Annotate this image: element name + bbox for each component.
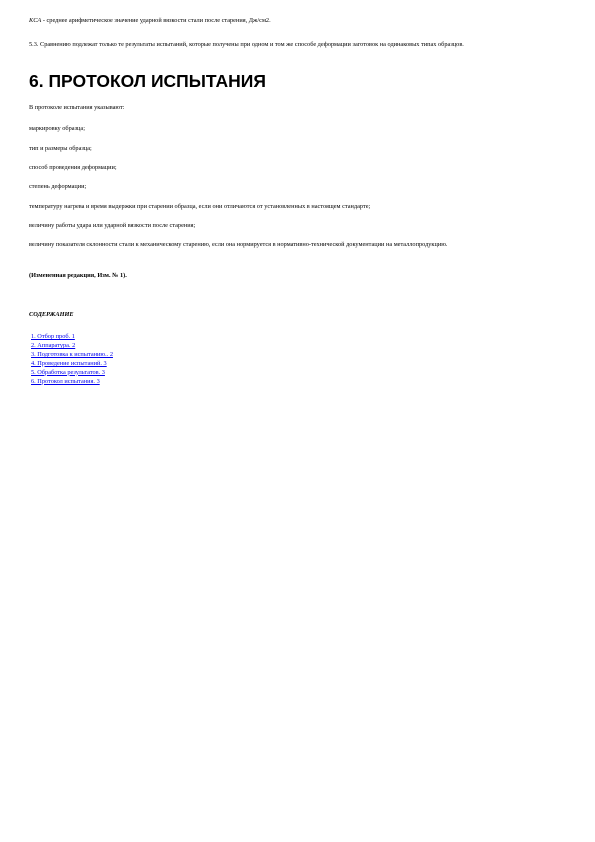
toc-link-5[interactable]: 5. Обработка результатов. 3 <box>31 368 105 376</box>
toc-link-1[interactable]: 1. Отбор проб. 1 <box>31 333 75 340</box>
protocol-item: степень деформации; <box>29 183 87 190</box>
amendment-note: (Измененная редакция, Изм. № 1). <box>29 272 127 279</box>
toc-item <box>31 342 113 351</box>
toc-item <box>31 333 113 342</box>
toc-item <box>31 360 113 369</box>
toc-item <box>31 378 113 387</box>
toc-link-4[interactable]: 4. Проведение испытаний. 3 <box>31 359 107 367</box>
protocol-item: величину работы удара или ударной вязкости после старения; <box>29 222 196 229</box>
section-heading: 6. ПРОТОКОЛ ИСПЫТАНИЯ <box>29 71 266 91</box>
intro-term: KCA <box>29 17 42 24</box>
toc-title: СОДЕРЖАНИЕ <box>29 311 74 318</box>
toc-link-6[interactable]: 6. Протокол испытания. 3 <box>31 377 100 385</box>
toc-list <box>31 333 113 386</box>
intro-paragraph <box>29 17 569 25</box>
toc-item <box>31 369 113 378</box>
protocol-item: температуру нагрева и время выдержки при старении образца, если они отличаются от установленных в настоящем стандарте; <box>29 203 371 210</box>
toc-link-3[interactable]: 3. Подготовка к испытанию.. 2 <box>31 350 113 358</box>
intro-text: - среднее арифметическое значение ударной вязкости стали после старения, Дж/см2. <box>41 17 271 24</box>
protocol-item: способ проведения деформации; <box>29 164 117 171</box>
protocol-item: величину показателя склонности стали к механическому старению, если она нормируется в нормативно-технической документации на металлопродукцию. <box>29 241 448 248</box>
clause-5-3-paragraph: 5.3. Сравнению подлежат только те результаты испытаний, которые получены при одном и том же способе деформации заготовок на одинаковых типах образцов. <box>29 41 464 48</box>
toc-link-2[interactable]: 2. Аппаратура. 2 <box>31 341 76 349</box>
toc-item <box>31 351 113 360</box>
protocol-item: В протоколе испытания указывают: <box>29 104 125 111</box>
protocol-item: тип и размеры образца; <box>29 145 92 152</box>
protocol-item: маркировку образца; <box>29 125 85 132</box>
